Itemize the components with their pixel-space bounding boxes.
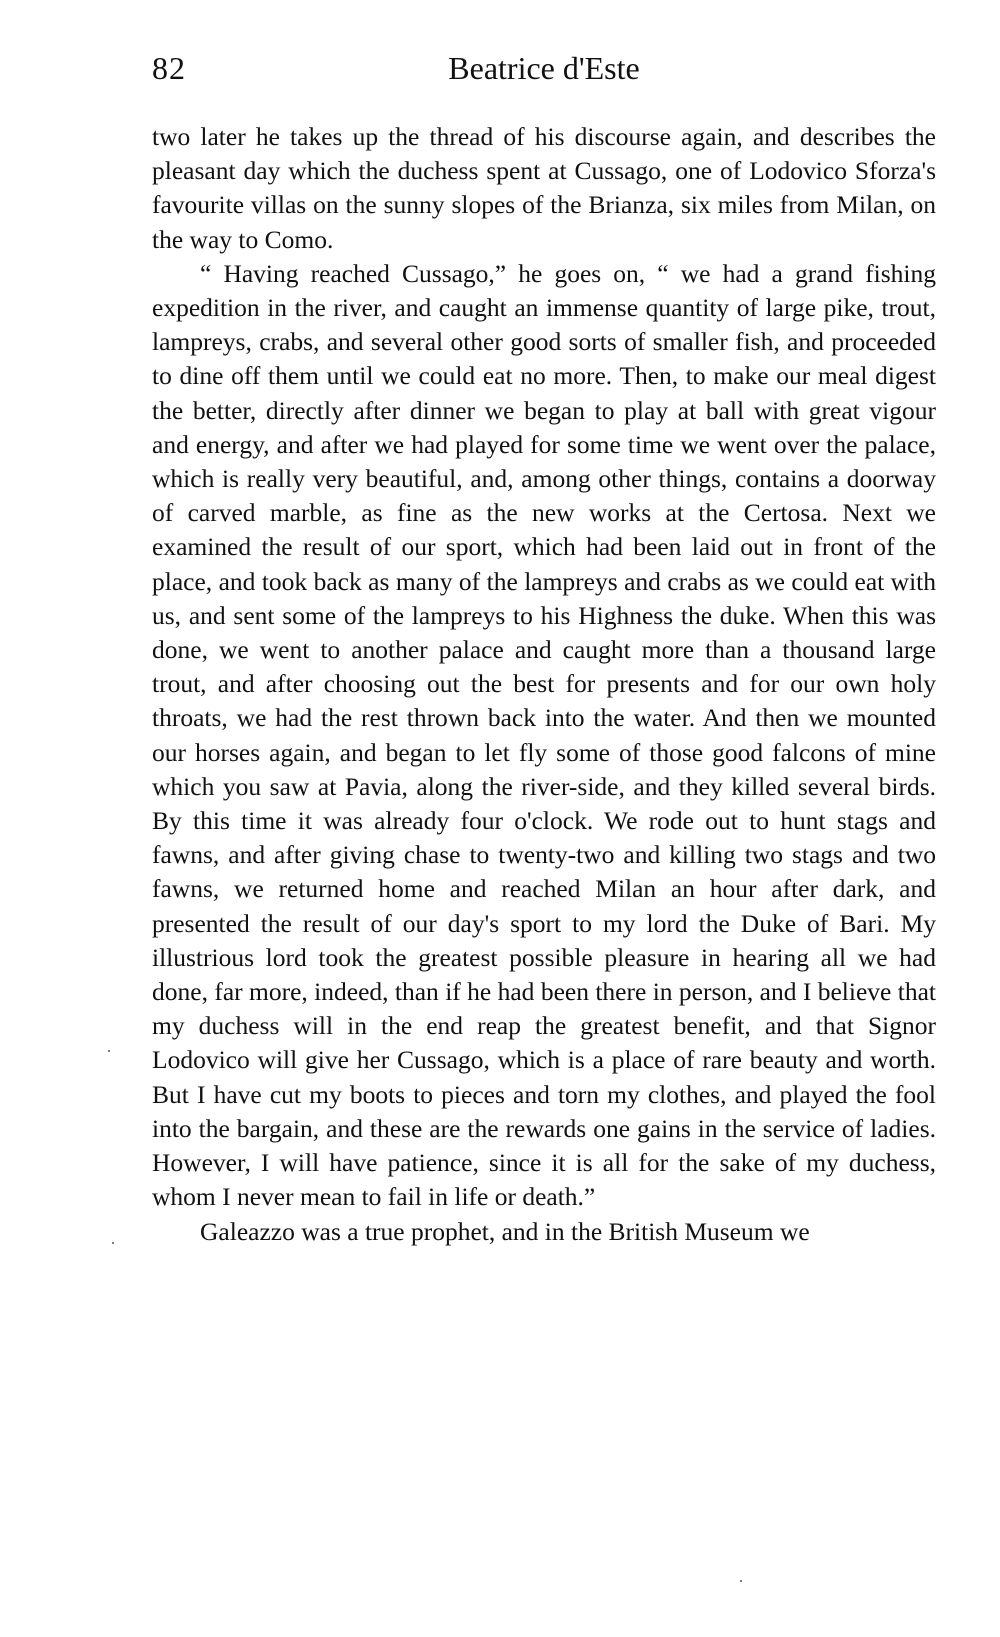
scan-speck: [108, 1050, 110, 1052]
paragraph-final: Galeazzo was a true prophet, and in the British Museum we: [200, 1216, 810, 1246]
running-title: Beatrice d'Este: [448, 50, 640, 86]
page-number: 82: [152, 50, 186, 86]
scan-speck: [112, 1242, 114, 1244]
paragraph-letter-quote: “ Having reached Cussago,” he goes on, “ we had a grand fishing expedition in the river, and caught an immense quantity of large pike, trout, lampreys, crabs, and several other good sorts of smaller fish, and proceeded to dine off them until we could eat no more. Then, to make our meal digest the better, directly after dinner we began to play at ball with great vigour and energy, and after we had played for some time we went over the palace, which is really very beautiful, and, among other things, contains a doorway of carved marble, as fine as the new works at the Certosa. Next we examined the result of our sport, which had been laid out in front of the place, and took back as many of the lampreys and crabs as we could eat with us, and sent some of the lampreys to his Highness the duke. When this was done, we went to another palace and caught more than a thousand large trout, and after choosing out the best for presents and for our own holy throats, we had the rest thrown back into the water. And then we mounted our horses again, and began to let fly some of those good falcons of mine which you saw at Pavia, along the river-side, and they killed several birds. By this time it was already four o'clock. We rode out to hunt stags and fawns, and after giving chase to twenty-two and killing two stags and two fawns, we returned home and reached Milan an hour after dark, and presented the result of our day's sport to my lord the Duke of Bari. My illustrious lord took the greatest possible pleasure in hearing all we had done, far more, indeed, than if he had been there in person, and I believe that my duchess will in the end reap the greatest benefit, and that Signor Lodovico will give her Cussago, which is a place of rare beauty and worth. But I have cut my boots to pieces and torn my clothes, and played the fool into the bargain, and these are the rewards one gains in the service of ladies. However, I will have patience, since it is all for the sake of my duchess, whom I never mean to fail in life or death.”: [152, 258, 936, 1212]
paragraph-continuation: two later he takes up the thread of his discourse again, and describes the pleasant day which the duchess spent at Cussago, one of Lodovico Sforza's favourite villas on the sunny slopes of the Brianza, six miles from Milan, on the way to Como.: [152, 122, 936, 254]
body-text: [152, 120, 936, 1249]
scan-speck: [740, 1580, 742, 1582]
page-header: [152, 46, 936, 90]
